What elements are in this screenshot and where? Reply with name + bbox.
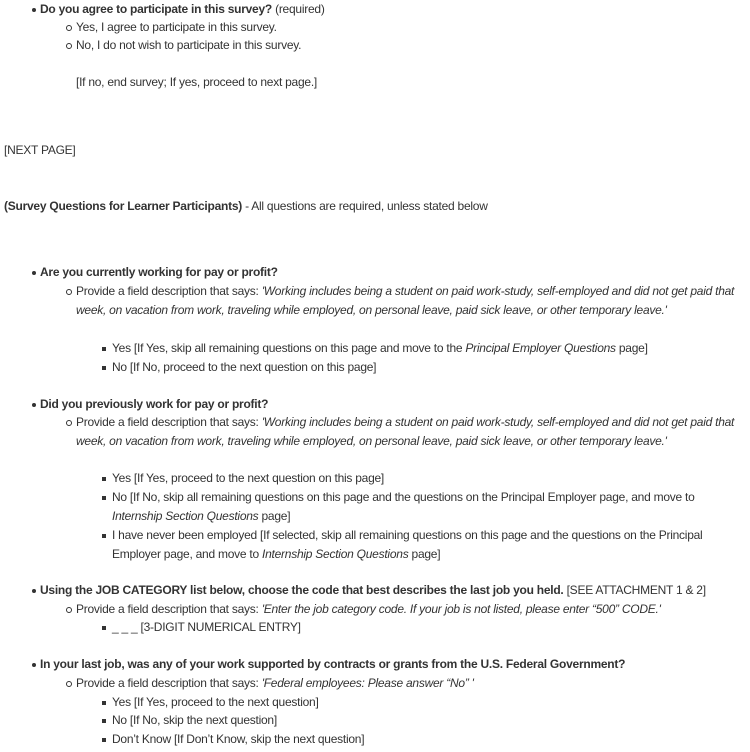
q2-option-never (112, 526, 712, 563)
option-text-end: page] (258, 508, 291, 523)
option-text: I have never been employed [If selected, skip all remaining questions on this page and the questions on the Principal Employer page, and move to (112, 528, 703, 561)
option-text: Yes [If Yes, skip all remaining questions on this page and move to the (112, 341, 466, 355)
consent-option-no: No, I do not wish to participate in this survey. (76, 36, 741, 55)
desc-prefix: Provide a field description that says: (76, 415, 262, 429)
q4-option-no: No [If No, skip the next question] (112, 711, 737, 730)
section-title: (Survey Questions for Learner Participants) (4, 199, 242, 213)
consent-question (40, 0, 325, 19)
required-label: (required) (271, 2, 325, 16)
next-page-marker: [NEXT PAGE] (4, 143, 76, 157)
option-italic: Internship Section Questions (112, 508, 259, 523)
option-text-end: page] (408, 546, 441, 561)
q3-description (76, 600, 741, 619)
q1-question: Are you currently working for pay or profit? (40, 263, 278, 282)
q4-option-dont-know: Don’t Know [If Don’t Know, skip the next question] (112, 730, 737, 749)
desc-text: 'Working includes being a student on paid work-study, self-employed and did not get paid that week, on vacation from work, traveling while employed, on personal leave, paid sick leave, or other temporary leave.' (76, 415, 735, 448)
q4-question: In your last job, was any of your work supported by contracts or grants from the U.S. Federal Government? (40, 655, 625, 674)
q3-question (40, 581, 706, 600)
option-text-end: page] (615, 341, 648, 355)
desc-prefix: Provide a field description that says: (76, 602, 262, 616)
desc-prefix: Provide a field description that says: (76, 284, 262, 298)
desc-text: 'Working includes being a student on paid work-study, self-employed and did not get paid that week, on vacation from work, traveling while employed, on personal leave, paid sick leave, or other temporary leave.' (76, 284, 735, 317)
q1-description (76, 282, 741, 319)
question-text: Using the JOB CATEGORY list below, choose the code that best describes the last job you held. (40, 583, 564, 597)
q2-option-no (112, 488, 712, 525)
q1-option-yes (112, 339, 737, 358)
q3-entry: _ _ _ [3-DIGIT NUMERICAL ENTRY] (112, 618, 737, 637)
consent-note: [If no, end survey; If yes, proceed to next page.] (76, 75, 317, 89)
option-italic: Principal Employer Questions (465, 341, 616, 355)
attachment-ref: [SEE ATTACHMENT 1 & 2] (563, 583, 706, 597)
q1-option-no: No [If No, proceed to the next question on this page] (112, 358, 737, 377)
option-text: No [If No, skip all remaining questions on this page and the questions on the Principal Employer page, and move to (112, 490, 695, 504)
q2-option-yes: Yes [If Yes, proceed to the next question on this page] (112, 469, 737, 488)
q2-description (76, 413, 741, 450)
question-text: Do you agree to participate in this survey? (40, 2, 272, 16)
desc-prefix: Provide a field description that says: (76, 676, 262, 690)
q4-description (76, 674, 741, 693)
q2-question: Did you previously work for pay or profit? (40, 395, 268, 414)
section-heading (4, 197, 488, 216)
consent-option-yes: Yes, I agree to participate in this survey. (76, 18, 741, 37)
desc-text: 'Federal employees: Please answer “No” ' (261, 676, 474, 690)
option-italic: Internship Section Questions (262, 546, 409, 561)
desc-text: 'Enter the job category code. If your job is not listed, please enter “500” CODE.' (261, 602, 661, 616)
section-subtitle: - All questions are required, unless stated below (242, 199, 488, 213)
q4-option-yes: Yes [If Yes, proceed to the next question] (112, 693, 737, 712)
